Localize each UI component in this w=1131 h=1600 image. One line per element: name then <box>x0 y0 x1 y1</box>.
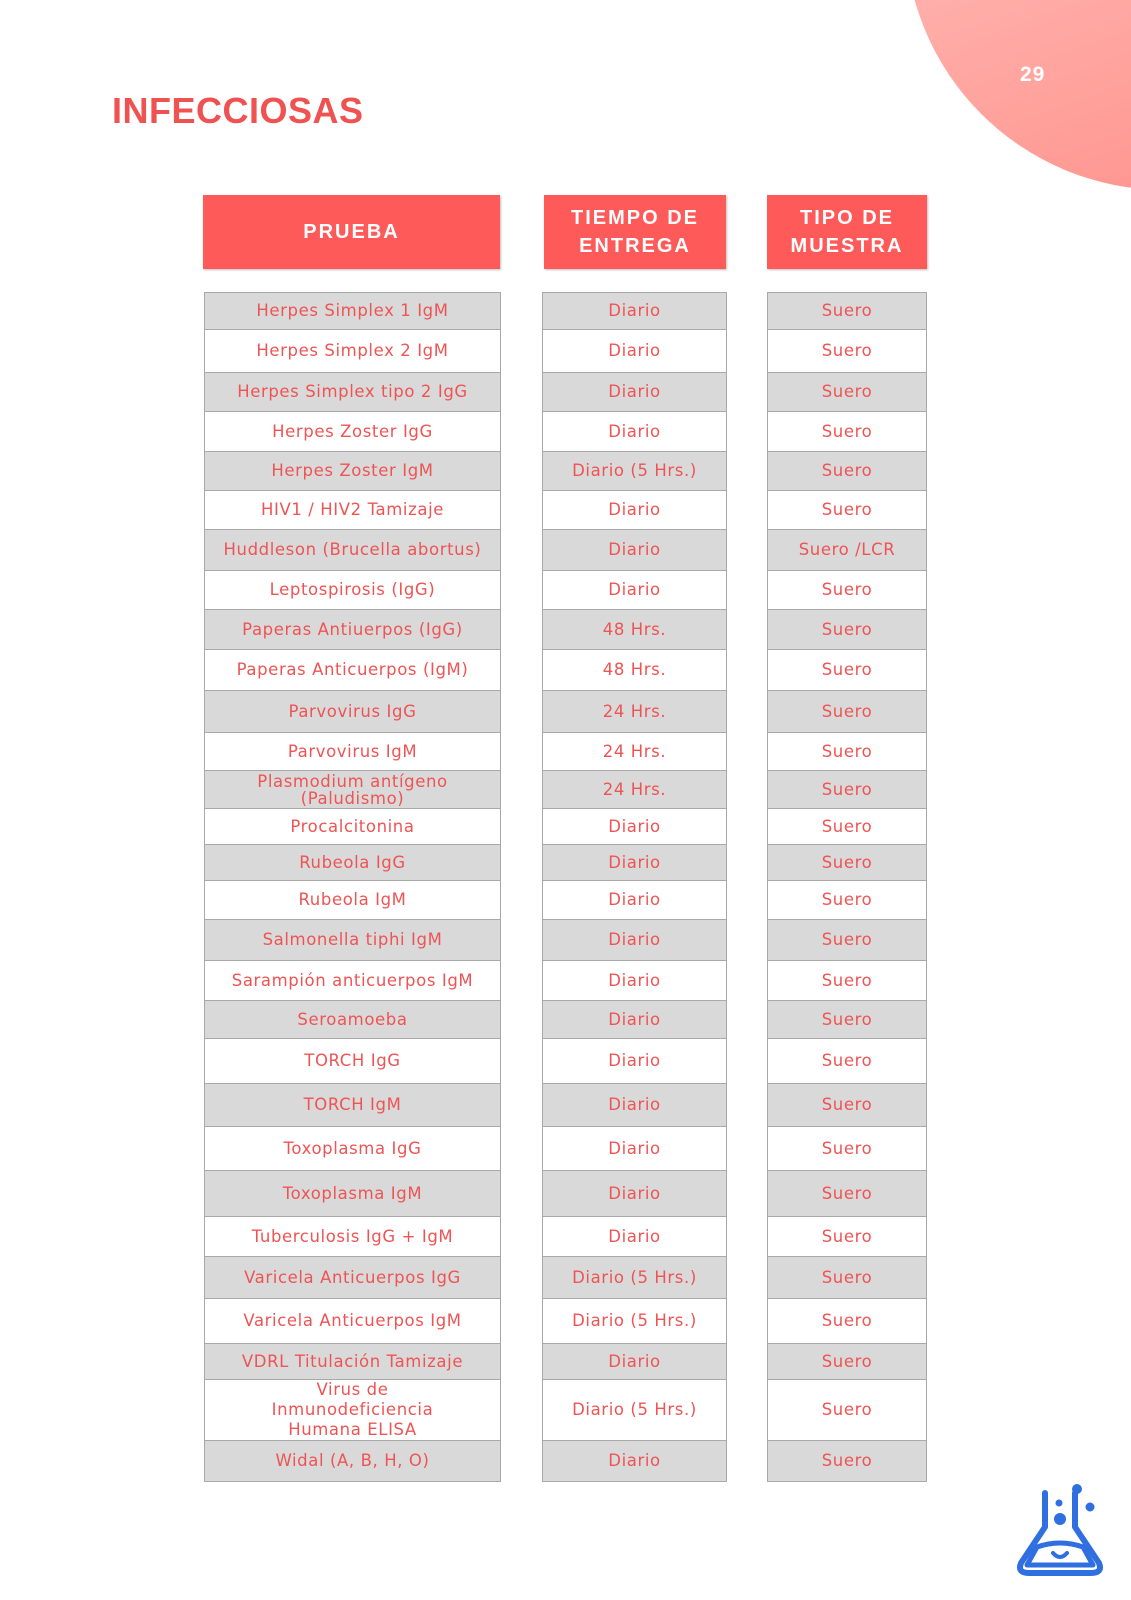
cell-prueba: Sarampión anticuerpos IgM <box>204 960 501 1001</box>
cell-tiempo: Diario <box>542 411 727 452</box>
cell-tiempo: 24 Hrs. <box>542 770 727 809</box>
cell-muestra: Suero <box>767 960 927 1001</box>
cell-tiempo: Diario <box>542 1083 727 1127</box>
column-tiempo-entrega <box>542 293 727 1482</box>
cell-prueba: Plasmodium antígeno (Paludismo) <box>204 770 501 809</box>
cell-tiempo: Diario <box>542 1000 727 1039</box>
cell-prueba: Herpes Zoster IgM <box>204 451 501 491</box>
cell-prueba: Herpes Simplex tipo 2 IgG <box>204 372 501 412</box>
cell-prueba: Widal (A, B, H, O) <box>204 1440 501 1482</box>
cell-tiempo: 48 Hrs. <box>542 649 727 691</box>
cell-muestra: Suero <box>767 411 927 452</box>
cell-muestra: Suero <box>767 1126 927 1171</box>
cell-prueba: Tuberculosis IgG + IgM <box>204 1216 501 1257</box>
cell-prueba: Toxoplasma IgG <box>204 1126 501 1171</box>
cell-prueba: Seroamoeba <box>204 1000 501 1039</box>
header-prueba-label: PRUEBA <box>303 221 400 243</box>
cell-prueba: VDRL Titulación Tamizaje <box>204 1343 501 1380</box>
cell-tiempo: Diario <box>542 880 727 920</box>
cell-muestra: Suero <box>767 1440 927 1482</box>
cell-muestra: Suero <box>767 690 927 733</box>
cell-prueba: Virus de Inmunodeficiencia Humana ELISA <box>204 1379 501 1441</box>
cell-prueba: Herpes Zoster IgG <box>204 411 501 452</box>
cell-muestra: Suero <box>767 844 927 881</box>
cell-muestra: Suero <box>767 770 927 809</box>
header-tipo-muestra <box>767 195 927 269</box>
cell-muestra: Suero <box>767 1298 927 1344</box>
page-title: INFECCIOSAS <box>112 90 364 131</box>
cell-tiempo: Diario (5 Hrs.) <box>542 1379 727 1441</box>
cell-muestra: Suero <box>767 292 927 330</box>
cell-muestra: Suero <box>767 329 927 373</box>
cell-muestra: Suero <box>767 1038 927 1084</box>
cell-prueba: Parvovirus IgM <box>204 732 501 771</box>
cell-tiempo: Diario <box>542 844 727 881</box>
cell-muestra: Suero <box>767 649 927 691</box>
corner-decoration <box>905 0 1131 190</box>
cell-muestra: Suero <box>767 1170 927 1217</box>
cell-muestra: Suero <box>767 609 927 650</box>
header-tiempo-line1: TIEMPO DE <box>570 207 699 229</box>
cell-prueba: Procalcitonina <box>204 808 501 845</box>
cell-prueba: Herpes Simplex 2 IgM <box>204 329 501 373</box>
cell-muestra: Suero <box>767 1379 927 1441</box>
cell-prueba: Herpes Simplex 1 IgM <box>204 292 501 330</box>
cell-tiempo: Diario (5 Hrs.) <box>542 1256 727 1299</box>
header-tipo-line2: MUESTRA <box>790 235 904 257</box>
column-tipo-muestra <box>767 293 927 1482</box>
cell-tiempo: 24 Hrs. <box>542 690 727 733</box>
cell-muestra: Suero <box>767 808 927 845</box>
cell-tiempo: Diario <box>542 1038 727 1084</box>
header-tipo-line1: TIPO DE <box>799 207 894 229</box>
cell-muestra: Suero <box>767 1256 927 1299</box>
cell-tiempo: Diario <box>542 1216 727 1257</box>
cell-prueba: Varicela Anticuerpos IgG <box>204 1256 501 1299</box>
cell-prueba: TORCH IgG <box>204 1038 501 1084</box>
cell-prueba: Leptospirosis (IgG) <box>204 570 501 610</box>
cell-tiempo: Diario <box>542 529 727 571</box>
cell-muestra: Suero <box>767 732 927 771</box>
cell-tiempo: Diario <box>542 960 727 1001</box>
cell-muestra: Suero <box>767 1083 927 1127</box>
cell-prueba: Paperas Antiuerpos (IgG) <box>204 609 501 650</box>
cell-muestra: Suero <box>767 451 927 491</box>
cell-tiempo: Diario <box>542 372 727 412</box>
cell-tiempo: Diario <box>542 919 727 961</box>
cell-tiempo: Diario <box>542 490 727 530</box>
cell-tiempo: 24 Hrs. <box>542 732 727 771</box>
page-number: 29 <box>1020 63 1046 86</box>
cell-muestra: Suero <box>767 919 927 961</box>
cell-prueba: Rubeola IgG <box>204 844 501 881</box>
cell-muestra: Suero <box>767 1343 927 1380</box>
cell-prueba: Paperas Anticuerpos (IgM) <box>204 649 501 691</box>
cell-tiempo: Diario <box>542 1170 727 1217</box>
cell-tiempo: Diario (5 Hrs.) <box>542 1298 727 1344</box>
cell-prueba: Parvovirus IgG <box>204 690 501 733</box>
cell-prueba: Salmonella tiphi IgM <box>204 919 501 961</box>
cell-muestra: Suero /LCR <box>767 529 927 571</box>
cell-prueba: Varicela Anticuerpos IgM <box>204 1298 501 1344</box>
cell-prueba: Toxoplasma IgM <box>204 1170 501 1217</box>
column-prueba <box>204 293 501 1482</box>
cell-tiempo: Diario (5 Hrs.) <box>542 451 727 491</box>
cell-tiempo: Diario <box>542 292 727 330</box>
header-prueba <box>203 195 500 269</box>
cell-tiempo: Diario <box>542 1440 727 1482</box>
cell-tiempo: Diario <box>542 329 727 373</box>
cell-prueba: HIV1 / HIV2 Tamizaje <box>204 490 501 530</box>
cell-muestra: Suero <box>767 880 927 920</box>
cell-muestra: Suero <box>767 372 927 412</box>
cell-muestra: Suero <box>767 490 927 530</box>
cell-prueba: TORCH IgM <box>204 1083 501 1127</box>
cell-tiempo: Diario <box>542 1343 727 1380</box>
cell-muestra: Suero <box>767 1000 927 1039</box>
cell-tiempo: 48 Hrs. <box>542 609 727 650</box>
cell-prueba: Rubeola IgM <box>204 880 501 920</box>
cell-muestra: Suero <box>767 1216 927 1257</box>
header-tiempo-line2: ENTREGA <box>579 235 691 257</box>
cell-tiempo: Diario <box>542 808 727 845</box>
cell-prueba: Huddleson (Brucella abortus) <box>204 529 501 571</box>
cell-tiempo: Diario <box>542 570 727 610</box>
flask-logo-icon <box>1015 1483 1105 1579</box>
header-tiempo-entrega <box>544 195 726 269</box>
cell-muestra: Suero <box>767 570 927 610</box>
cell-tiempo: Diario <box>542 1126 727 1171</box>
